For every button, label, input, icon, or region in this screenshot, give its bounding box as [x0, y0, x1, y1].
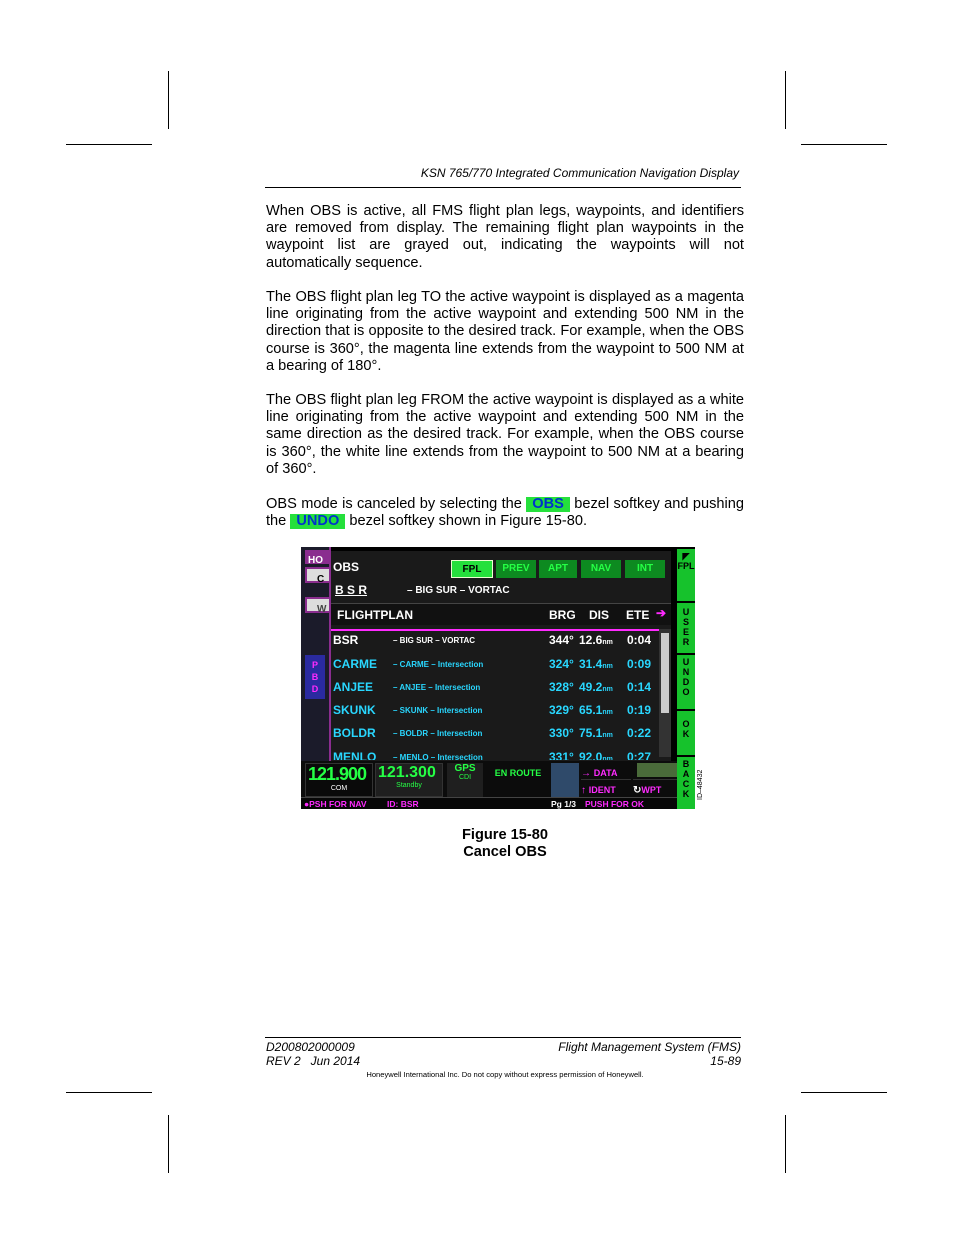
crop-mark — [66, 1092, 152, 1093]
p4-text-3: bezel softkey shown in Figure 15-80. — [345, 513, 588, 530]
col-brg: BRG — [549, 608, 576, 622]
paragraph-3: The OBS flight plan leg FROM the active waypoint is displayed as a white line originating from the active waypoint and extending 500 NM in the same direction as the desired track. For example, when the OBS course is 360°, the white line extends from the waypoint to 500 NM at a bearing of 360°. — [266, 392, 744, 477]
table-row[interactable]: BOLDR – BOLDR – Intersection 330° 75.1nm 0:22 — [333, 726, 652, 740]
col-ete: ETE — [626, 608, 650, 622]
p4-text-1: OBS mode is canceled by selecting the — [266, 496, 527, 512]
en-route-box — [487, 763, 549, 795]
terrain-thumb — [637, 763, 677, 777]
crop-mark — [801, 144, 887, 145]
crop-mark — [785, 71, 786, 129]
revision: REV 2 Jun 2014 — [266, 1053, 361, 1068]
status-id: ID: BSR — [387, 799, 419, 809]
footer-right — [558, 1041, 741, 1068]
table-row[interactable]: MENLO – MENLO – Intersection 331° 92.0nm 0:27 — [333, 750, 652, 760]
figure-title: Cancel OBS — [463, 844, 547, 860]
tab-prev[interactable]: PREV — [496, 560, 536, 578]
table-row[interactable]: ANJEE – ANJEE – Intersection 328° 49.2nm 0:14 — [333, 680, 652, 694]
arrow-right-icon: ➔ — [656, 606, 667, 620]
softkey-ok[interactable]: OK — [677, 711, 695, 755]
col-dis: DIS — [589, 608, 610, 622]
paragraph-4 — [266, 496, 744, 530]
wpt-softkey[interactable]: ↻WPT — [633, 779, 677, 794]
obs-softkey-label: OBS — [526, 497, 570, 512]
header-rule — [265, 187, 741, 188]
paragraph-2: The OBS flight plan leg TO the active waypoint is displayed as a magenta line originating from the active waypoint and extending 500 NM in the direction that is opposite to the desired track. For example, when the OBS course is 360°, the magenta line extends from the waypoint to 500 NM at a bearing of 180°. — [266, 289, 744, 374]
left-tab-ho: HO — [305, 550, 331, 564]
page-title: OBS — [333, 560, 360, 574]
figure-cancel-obs — [301, 547, 695, 809]
bottom-bar — [301, 761, 677, 809]
magenta-leg-line — [331, 629, 659, 631]
left-tab-w: W — [305, 597, 331, 613]
undo-softkey-label: UNDO — [290, 514, 345, 529]
softkey-fpl[interactable]: ◤ FPL — [677, 549, 695, 601]
cdi-label: CDI — [458, 774, 472, 781]
standby-freq-box[interactable] — [375, 763, 443, 797]
gps-label: GPS — [454, 763, 476, 774]
crop-mark — [66, 144, 152, 145]
table-row[interactable]: SKUNK – SKUNK – Intersection 329° 65.1nm 0:19 — [333, 703, 652, 717]
com-freq-box[interactable] — [305, 763, 373, 797]
running-header: KSN 765/770 Integrated Communication Navigation Display — [420, 166, 739, 180]
pbd-softkey[interactable]: P B D — [305, 655, 325, 699]
softkey-user[interactable]: USER — [677, 603, 695, 653]
flightplan-header — [331, 603, 671, 625]
flightplan-label: FLIGHTPLAN — [337, 608, 413, 622]
en-route-label: EN ROUTE — [494, 768, 542, 778]
copyright: Honeywell International Inc. Do not copy without express permission of Honeywell. — [366, 1070, 644, 1079]
left-tab-c: C — [305, 567, 331, 583]
com-label: COM — [330, 785, 348, 792]
ident-softkey[interactable]: ↑ IDENT — [581, 779, 631, 794]
footer-rule — [265, 1037, 741, 1038]
arrow-right-icon: → — [581, 768, 594, 779]
standby-freq: 121.300 — [378, 764, 436, 781]
tab-nav[interactable]: NAV — [581, 560, 621, 578]
data-softkey[interactable]: → DATA — [581, 768, 618, 779]
status-push-nav: ●PSH FOR NAV — [304, 799, 367, 809]
tab-fpl[interactable]: FPL — [451, 560, 493, 578]
gps-cdi-box — [447, 763, 483, 797]
footer-left — [266, 1041, 360, 1068]
crop-mark — [801, 1092, 887, 1093]
figure-id: ID–48432 — [697, 769, 704, 800]
arrow-up-icon: ↑ — [581, 785, 589, 796]
status-bar — [301, 797, 677, 809]
status-push-ok: PUSH FOR OK — [585, 799, 645, 809]
status-page: Pg 1/3 — [551, 799, 577, 809]
doc-number: D200802000009 — [266, 1040, 355, 1054]
map-thumb — [551, 763, 579, 797]
crop-mark — [168, 1115, 169, 1173]
paragraph-1: When OBS is active, all FMS flight plan legs, waypoints, and identifiers are removed from display. The remaining flight plan waypoints in the waypoint list are grayed out, indicating the waypoints will not automatically sequence. — [266, 203, 744, 271]
rotate-icon: ↻ — [633, 785, 642, 796]
tab-int[interactable]: INT — [625, 560, 665, 578]
crop-mark — [785, 1115, 786, 1173]
table-row[interactable]: CARME – CARME – Intersection 324° 31.4nm 0:09 — [333, 657, 652, 671]
tab-apt[interactable]: APT — [539, 560, 577, 578]
page-number: 15-89 — [710, 1053, 741, 1068]
figure-number: Figure 15-80 — [462, 827, 548, 843]
waypoint-name: – BIG SUR – VORTAC — [407, 585, 510, 596]
table-row[interactable]: BSR – BIG SUR – VORTAC 344° 12.6nm 0:04 — [333, 633, 652, 647]
com-freq: 121.900 — [308, 764, 367, 784]
softkey-back[interactable]: BACK — [677, 757, 695, 809]
section-name: Flight Management System (FMS) — [558, 1040, 741, 1054]
waypoint-id: B S R — [335, 583, 368, 597]
standby-label: Standby — [396, 782, 422, 789]
softkey-undo[interactable]: UNDO — [677, 655, 695, 709]
crop-mark — [168, 71, 169, 129]
p4-text-2: bezel softkey and pushing the — [266, 496, 744, 530]
